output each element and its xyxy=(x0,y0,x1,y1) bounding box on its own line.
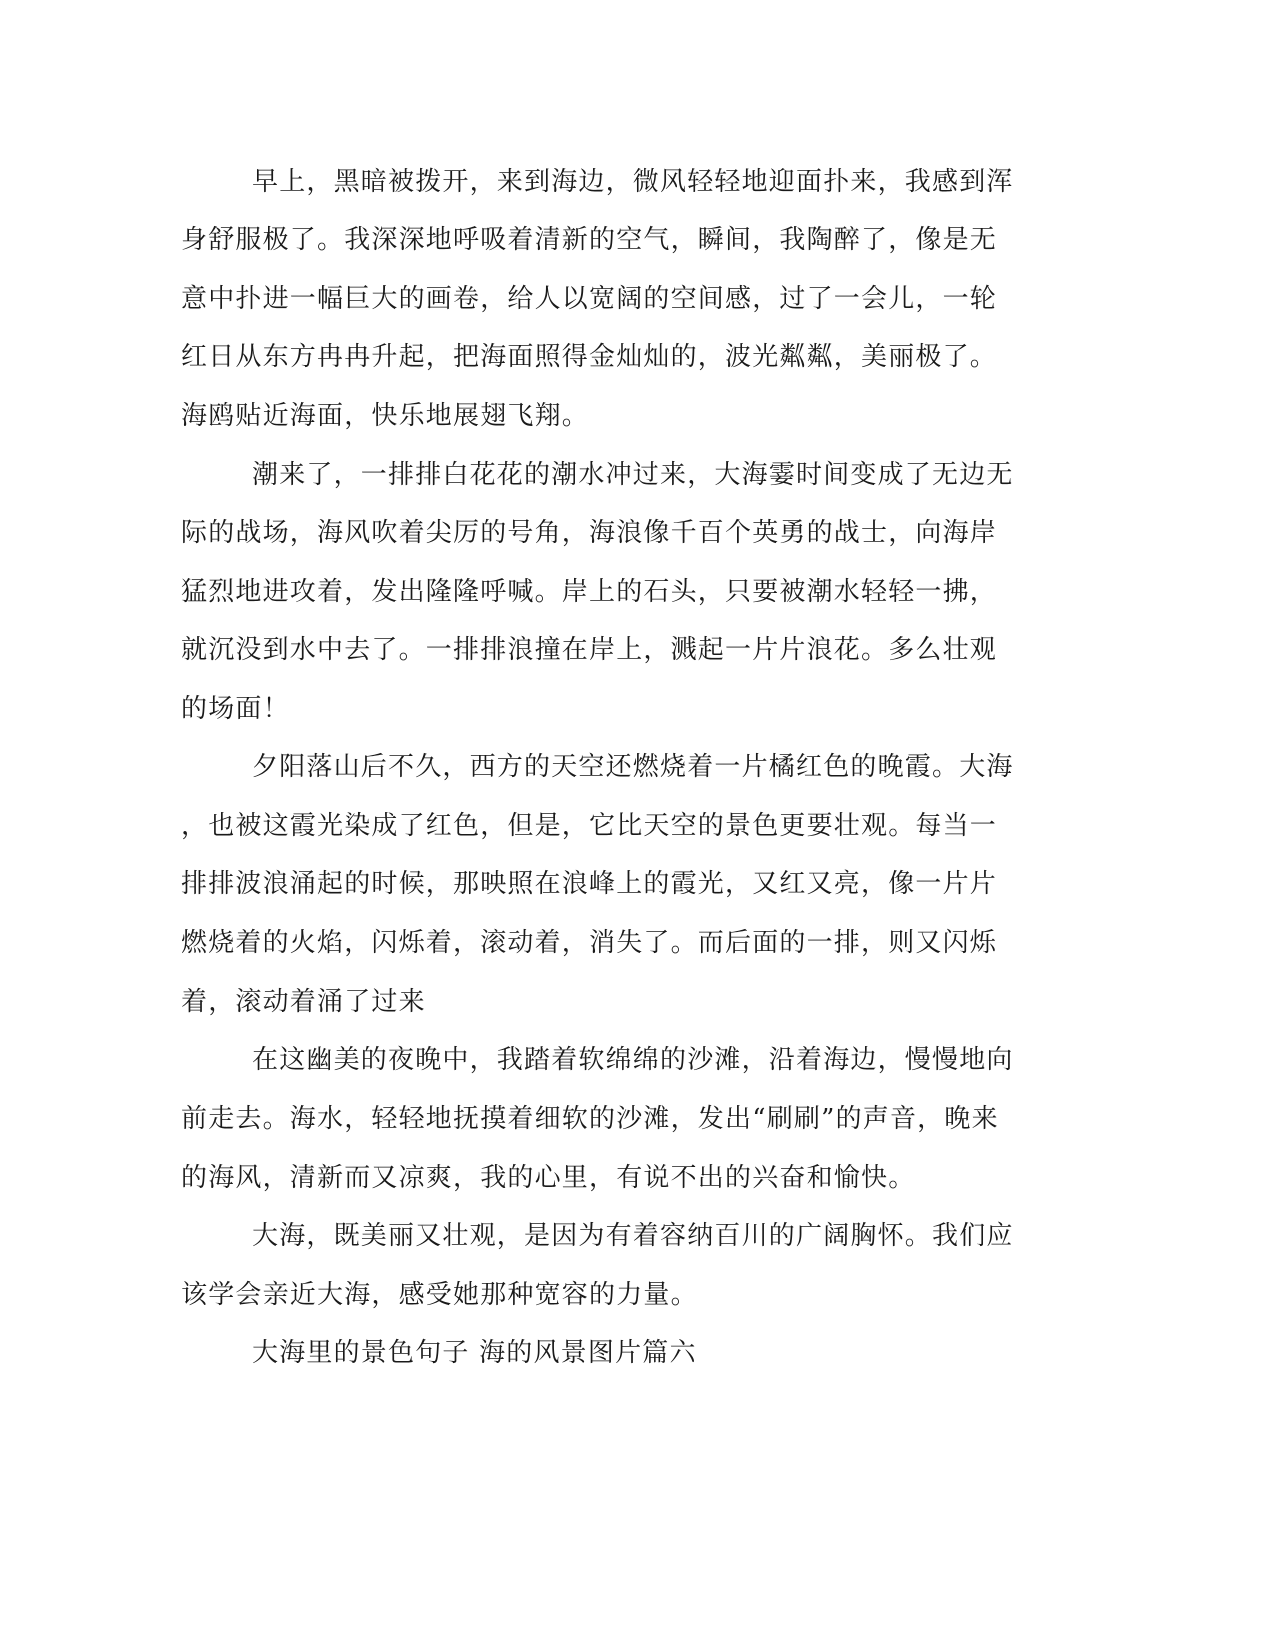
text-line: 就沉没到水中去了。一排排浪撞在岸上，溅起一片片浪花。多么壮观 xyxy=(181,635,998,665)
text-line: 燃烧着的火焰，闪烁着，滚动着，消失了。而后面的一排，则又闪烁 xyxy=(181,928,998,958)
text-line: 猛烈地进攻着，发出隆隆呼喊。岸上的石头，只要被潮水轻轻一拂， xyxy=(181,577,998,607)
text-line: 际的战场，海风吹着尖厉的号角，海浪像千百个英勇的战士，向海岸 xyxy=(181,518,998,548)
text-line: ，也被这霞光染成了红色，但是，它比天空的景色更要壮观。每当一 xyxy=(181,811,998,841)
text-line: 海鸥贴近海面，快乐地展翅飞翔。 xyxy=(181,401,590,431)
text-line: 着，滚动着涌了过来 xyxy=(181,987,426,1017)
text-line: 排排波浪涌起的时候，那映照在浪峰上的霞光，又红又亮，像一片片 xyxy=(181,869,998,899)
text-line: 该学会亲近大海，感受她那种宽容的力量。 xyxy=(181,1280,698,1310)
text-line: 潮来了，一排排白花花的潮水冲过来，大海霎时间变成了无边无 xyxy=(252,460,1014,490)
text-line: 的场面！ xyxy=(181,694,290,724)
text-line: 大海，既美丽又壮观，是因为有着容纳百川的广阔胸怀。我们应 xyxy=(252,1221,1014,1251)
text-line: 在这幽美的夜晚中，我踏着软绵绵的沙滩，沿着海边，慢慢地向 xyxy=(252,1045,1014,1075)
text-line: 早上，黑暗被拨开，来到海边，微风轻轻地迎面扑来，我感到浑 xyxy=(252,167,1014,197)
text-line: 红日从东方冉冉升起，把海面照得金灿灿的，波光粼粼，美丽极了。 xyxy=(181,342,998,372)
text-line: 夕阳落山后不久，西方的天空还燃烧着一片橘红色的晚霞。大海 xyxy=(252,752,1014,782)
section-heading: 大海里的景色句子 海的风景图片篇六 xyxy=(252,1338,697,1368)
text-line: 的海风，清新而又凉爽，我的心里，有说不出的兴奋和愉快。 xyxy=(181,1163,916,1193)
text-line: 身舒服极了。我深深地呼吸着清新的空气，瞬间，我陶醉了，像是无 xyxy=(181,225,998,255)
text-line: 意中扑进一幅巨大的画卷，给人以宽阔的空间感，过了一会儿，一轮 xyxy=(181,284,998,314)
text-line: 前走去。海水，轻轻地抚摸着细软的沙滩，发出“刷刷”的声音，晚来 xyxy=(181,1104,999,1134)
